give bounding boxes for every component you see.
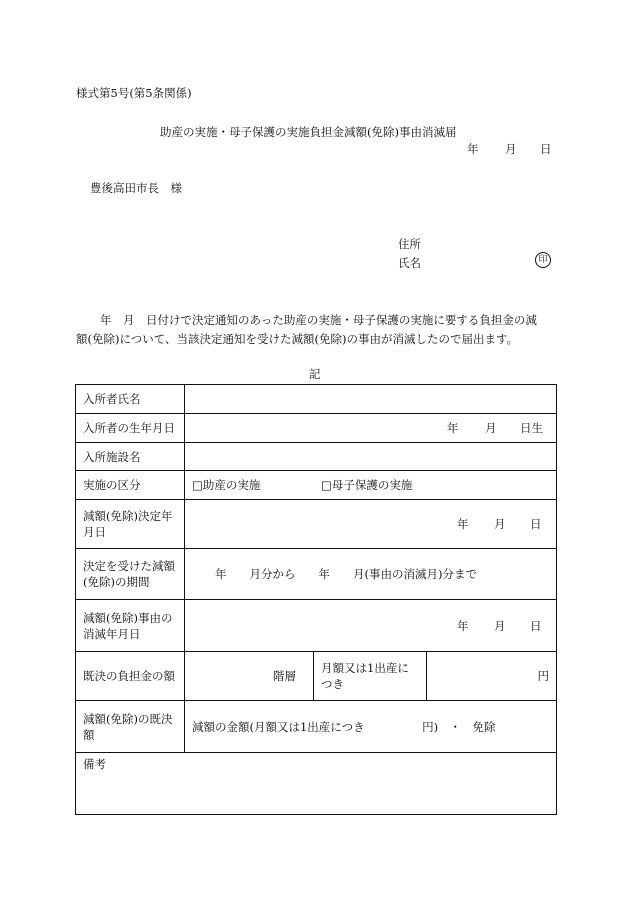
birth-date-label: 入所者の生年月日 (76, 414, 185, 443)
per-month-label: 月額又は1出産につき (314, 652, 427, 701)
extinction-year: 年 (457, 619, 469, 633)
name-label: 氏名 (398, 256, 421, 270)
seal-mark: 印 (535, 252, 551, 268)
extinction-date-label: 減額(免除)事由の消滅年月日 (76, 600, 185, 652)
decision-month: 月 (494, 517, 506, 531)
form-table (75, 384, 557, 815)
resident-name-label: 入所者氏名 (76, 385, 185, 414)
ki-heading: 記 (309, 367, 321, 381)
body-line-1: 年 月 日付けで決定通知のあった助産の実施・母子保護の実施に要する負担金の減 (100, 313, 537, 327)
extinction-day: 日 (530, 619, 542, 633)
addressee: 豊後高田市長 様 (90, 181, 182, 195)
decision-day: 日 (530, 517, 542, 531)
extinction-date-field[interactable] (185, 600, 557, 652)
tier-field[interactable] (185, 652, 314, 701)
decision-date-label: 減額(免除)決定年月日 (76, 500, 185, 549)
category-label: 実施の区分 (76, 471, 185, 500)
reduction-amount-text: 減額の金額(月額又は1出産につき 円) ・ 免除 (192, 719, 496, 734)
document-title: 助産の実施・母子保護の実施負担金減額(免除)事由消滅届 (160, 125, 457, 139)
birth-year: 年 (447, 421, 459, 435)
row-decision-date (76, 500, 557, 549)
row-existing-reduction (76, 701, 557, 753)
existing-charge-label: 既決の負担金の額 (76, 652, 185, 701)
resident-name-field[interactable] (185, 385, 557, 414)
existing-amount-field[interactable] (427, 652, 557, 701)
body-line-2: 額(免除)について、当該決定通知を受けた減額(免除)の事由が消滅したので届出ます。 (76, 332, 519, 346)
row-remarks (76, 753, 557, 815)
birth-day: 日生 (520, 421, 543, 435)
remarks-field[interactable] (76, 753, 557, 815)
decision-year: 年 (457, 517, 469, 531)
row-period (76, 549, 557, 600)
row-existing-charge (76, 652, 557, 701)
row-facility (76, 443, 557, 471)
category-option-mother-child[interactable]: □母子保護の実施 (321, 478, 413, 492)
remarks-label: 備考 (83, 757, 106, 771)
date-month: 月 (505, 142, 517, 156)
date-year: 年 (467, 142, 479, 156)
period-field[interactable] (185, 549, 557, 600)
birth-date-field[interactable] (185, 414, 557, 443)
extinction-month: 月 (494, 619, 506, 633)
row-birth-date (76, 414, 557, 443)
form-number: 様式第5号(第5条関係) (76, 86, 192, 100)
yen-label: 円 (537, 669, 549, 683)
date-day: 日 (540, 142, 552, 156)
period-value: 年 月分から 年 月(事由の消滅月)分まで (215, 567, 477, 581)
row-resident-name (76, 385, 557, 414)
decision-date-field[interactable] (185, 500, 557, 549)
category-field (185, 471, 557, 500)
row-category (76, 471, 557, 500)
facility-field[interactable] (185, 443, 557, 471)
address-label: 住所 (398, 237, 421, 251)
category-option-midwifery[interactable]: □助産の実施 (192, 478, 261, 492)
row-extinction-date (76, 600, 557, 652)
facility-label: 入所施設名 (76, 443, 185, 471)
period-label: 決定を受けた減額(免除)の期間 (76, 549, 185, 600)
tier-label: 階層 (273, 669, 296, 683)
birth-month: 月 (485, 421, 497, 435)
existing-reduction-label: 減額(免除)の既決額 (76, 701, 185, 753)
existing-reduction-field[interactable] (185, 701, 557, 753)
